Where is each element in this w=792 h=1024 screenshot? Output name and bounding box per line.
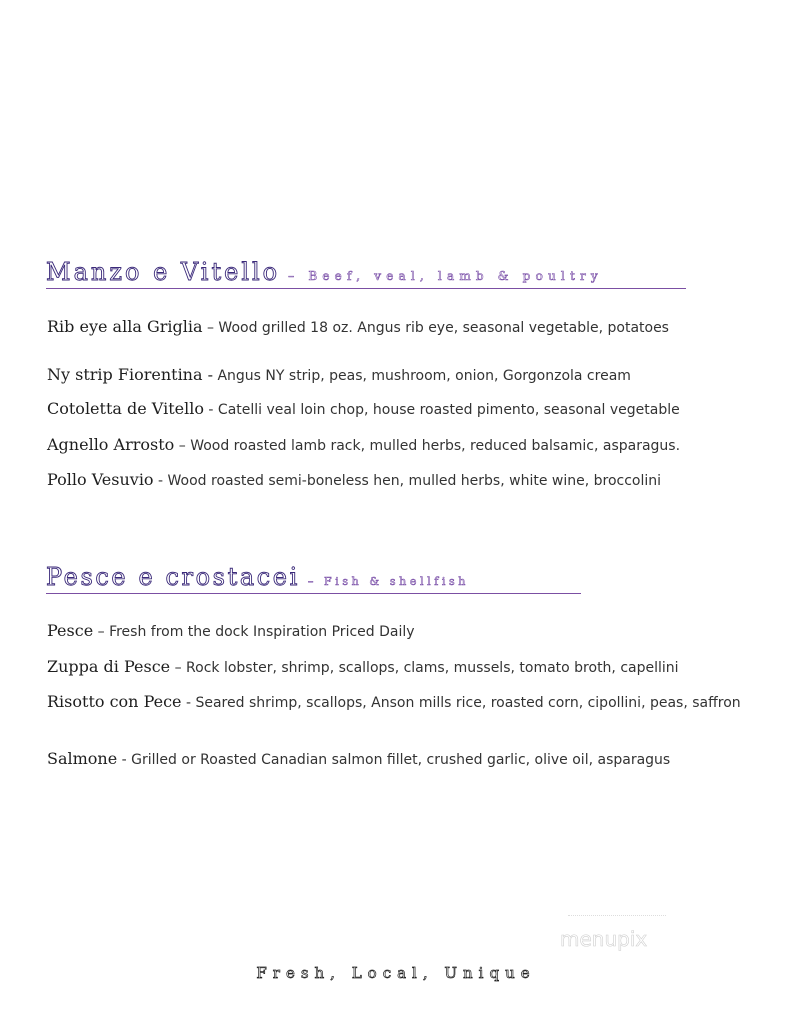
menu-item: [47, 434, 747, 457]
watermark-divider: [568, 915, 666, 917]
item-name: Risotto con Pece: [47, 692, 182, 711]
section-title: Manzo e Vitello: [46, 258, 281, 286]
menu-item: [47, 748, 747, 771]
item-separator: -: [181, 695, 196, 711]
item-separator: –: [170, 660, 187, 676]
item-description: Wood grilled 18 oz. Angus rib eye, seasonal vegetable, potatoes: [218, 320, 669, 336]
item-name: Ny strip Fiorentina -: [47, 365, 214, 384]
menu-item: [47, 620, 747, 643]
item-description: Grilled or Roasted Canadian salmon fillet, crushed garlic, olive oil, asparagus: [131, 752, 671, 768]
section-subtitle: – Beef, veal, lamb & poultry: [288, 269, 603, 283]
item-separator: -: [117, 752, 132, 768]
menu-item: [47, 691, 747, 714]
item-name: Agnello Arrosto: [47, 435, 175, 454]
item-description: Wood roasted semi-boneless hen, mulled herbs, white wine, broccolini: [167, 473, 662, 489]
item-separator: –: [174, 438, 191, 454]
item-name: Pesce: [47, 621, 94, 640]
item-description: Seared shrimp, scallops, Anson mills rice, roasted corn, cipollini, peas, saffron: [195, 695, 741, 711]
footer-tagline: Fresh, Local, Unique: [256, 964, 536, 982]
item-name: Cotoletta de Vitello: [47, 399, 204, 418]
item-description: Rock lobster, shrimp, scallops, clams, mussels, tomato broth, capellini: [186, 660, 679, 676]
item-description: Angus NY strip, peas, mushroom, onion, Gorgonzola cream: [217, 368, 631, 384]
section-title: Pesce e crostacei: [46, 563, 300, 591]
item-separator: –: [202, 320, 219, 336]
item-separator: –: [93, 624, 110, 640]
menu-item: [47, 398, 747, 421]
menu-item: [47, 656, 747, 679]
section-heading-meat: [46, 258, 686, 289]
menu-item: [47, 316, 747, 339]
item-separator: -: [203, 402, 218, 418]
item-name: Pollo Vesuvio: [47, 470, 154, 489]
item-description: Catelli veal loin chop, house roasted pimento, seasonal vegetable: [217, 402, 680, 418]
item-name: Salmone: [47, 749, 118, 768]
menu-item: [47, 469, 747, 492]
section-subtitle: – Fish & shellfish: [307, 575, 469, 588]
item-description: Wood roasted lamb rack, mulled herbs, reduced balsamic, asparagus.: [190, 438, 681, 454]
watermark-logo: menupix: [560, 927, 648, 951]
item-name: Rib eye alla Griglia: [47, 317, 203, 336]
menu-item: [47, 364, 747, 387]
item-description: Fresh from the dock Inspiration Priced Daily: [109, 624, 415, 640]
section-heading-fish: [46, 563, 581, 594]
item-name: Zuppa di Pesce: [47, 657, 171, 676]
item-separator: -: [153, 473, 168, 489]
